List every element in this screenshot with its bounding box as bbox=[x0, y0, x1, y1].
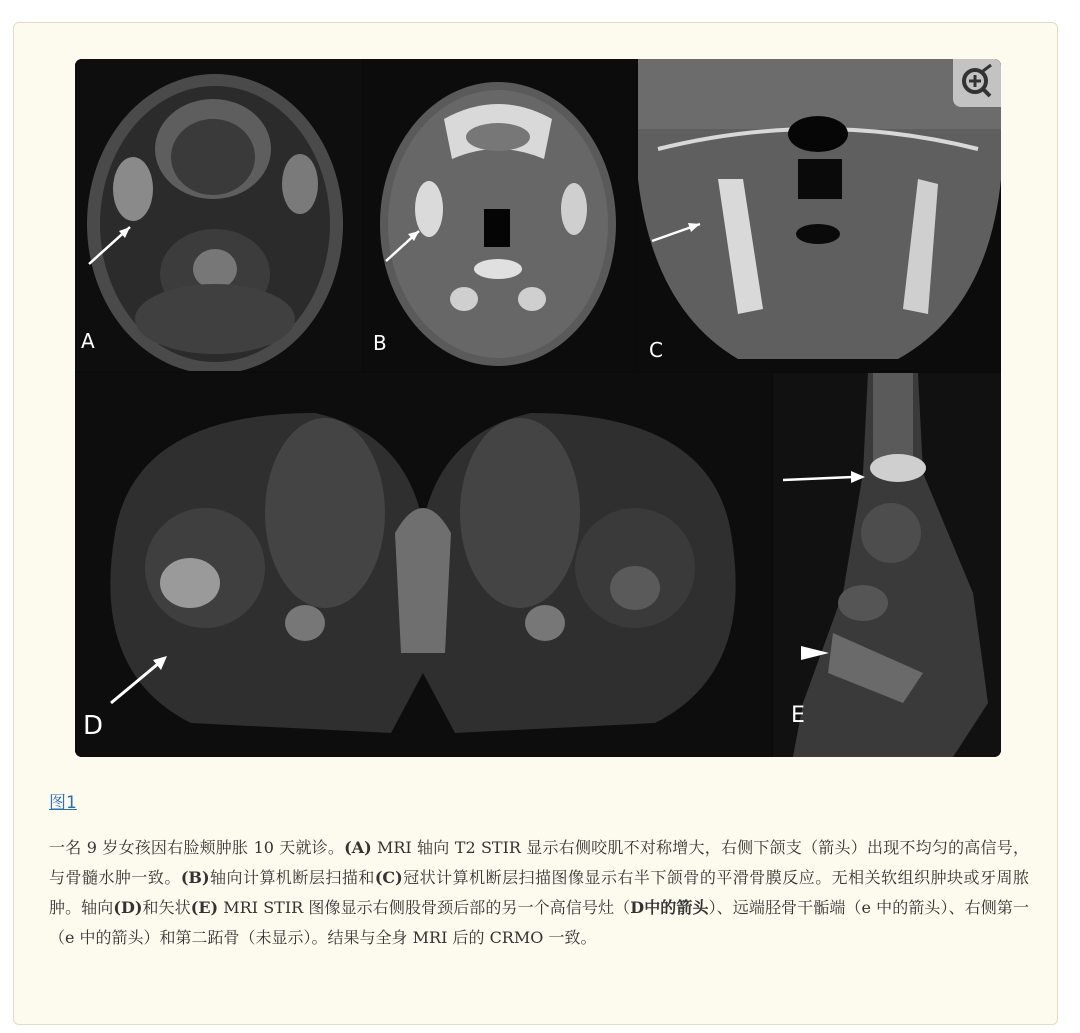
panel-d bbox=[75, 373, 771, 757]
panel-d-label: D bbox=[83, 711, 104, 741]
panel-a bbox=[75, 59, 362, 371]
caption-text: 冠状计算机断层扫描图像显示右半下颌骨的平滑骨膜反应。无相关软组织肿块或牙周脓肿。轴向 bbox=[49, 868, 1029, 917]
caption-text: 轴向计算机断层扫描和 bbox=[209, 868, 375, 887]
figure-card bbox=[13, 22, 1058, 1025]
caption-text: ）、远端胫骨干骺端（e 中的箭头）、右侧第一（e 中的箭头）和第二跖骨（未显示）。结果与全身 MRI 后的 CRMO 一致。 bbox=[49, 898, 1029, 947]
caption-text: 一名 9 岁女孩因右脸颊肿胀 10 天就诊。 bbox=[49, 838, 345, 857]
panel-e bbox=[773, 373, 1001, 757]
zoom-button[interactable] bbox=[953, 59, 1001, 107]
mri-axial-jaw-image bbox=[75, 59, 362, 371]
caption-ref-b: (B) bbox=[180, 868, 210, 887]
panel-e-label: E bbox=[791, 703, 805, 728]
panel-c bbox=[638, 59, 1001, 371]
figure-caption bbox=[49, 833, 1029, 953]
caption-ref-e: (E) bbox=[190, 898, 219, 917]
mri-sagittal-ankle-image bbox=[773, 373, 1001, 757]
caption-ref-c: (C) bbox=[374, 868, 403, 887]
panel-b-label: B bbox=[373, 331, 387, 355]
caption-ref-a: (A) bbox=[344, 838, 372, 857]
caption-ref-d: (D) bbox=[113, 898, 143, 917]
zoom-in-icon bbox=[953, 59, 1001, 107]
panel-c-label: C bbox=[649, 338, 663, 362]
ct-axial-jaw-image bbox=[364, 59, 636, 371]
caption-text: MRI STIR 图像显示右侧股骨颈后部的另一个高信号灶（ bbox=[218, 898, 631, 917]
mri-axial-pelvis-image bbox=[75, 373, 771, 757]
panel-a-label: A bbox=[81, 329, 95, 353]
caption-ref-d-arrow: D中的箭头 bbox=[630, 898, 709, 917]
caption-text: 和矢状 bbox=[142, 898, 191, 917]
figure-image[interactable] bbox=[75, 59, 1001, 757]
figure-link[interactable]: 图1 bbox=[49, 793, 77, 813]
ct-coronal-jaw-image bbox=[638, 59, 1001, 371]
caption-text: MRI 轴向 T2 STIR 显示右侧咬肌不对称增大，右侧下颌支（箭头）出现不均匀的高信号，与骨髓水肿一致。 bbox=[49, 838, 1029, 887]
panel-b bbox=[364, 59, 636, 371]
